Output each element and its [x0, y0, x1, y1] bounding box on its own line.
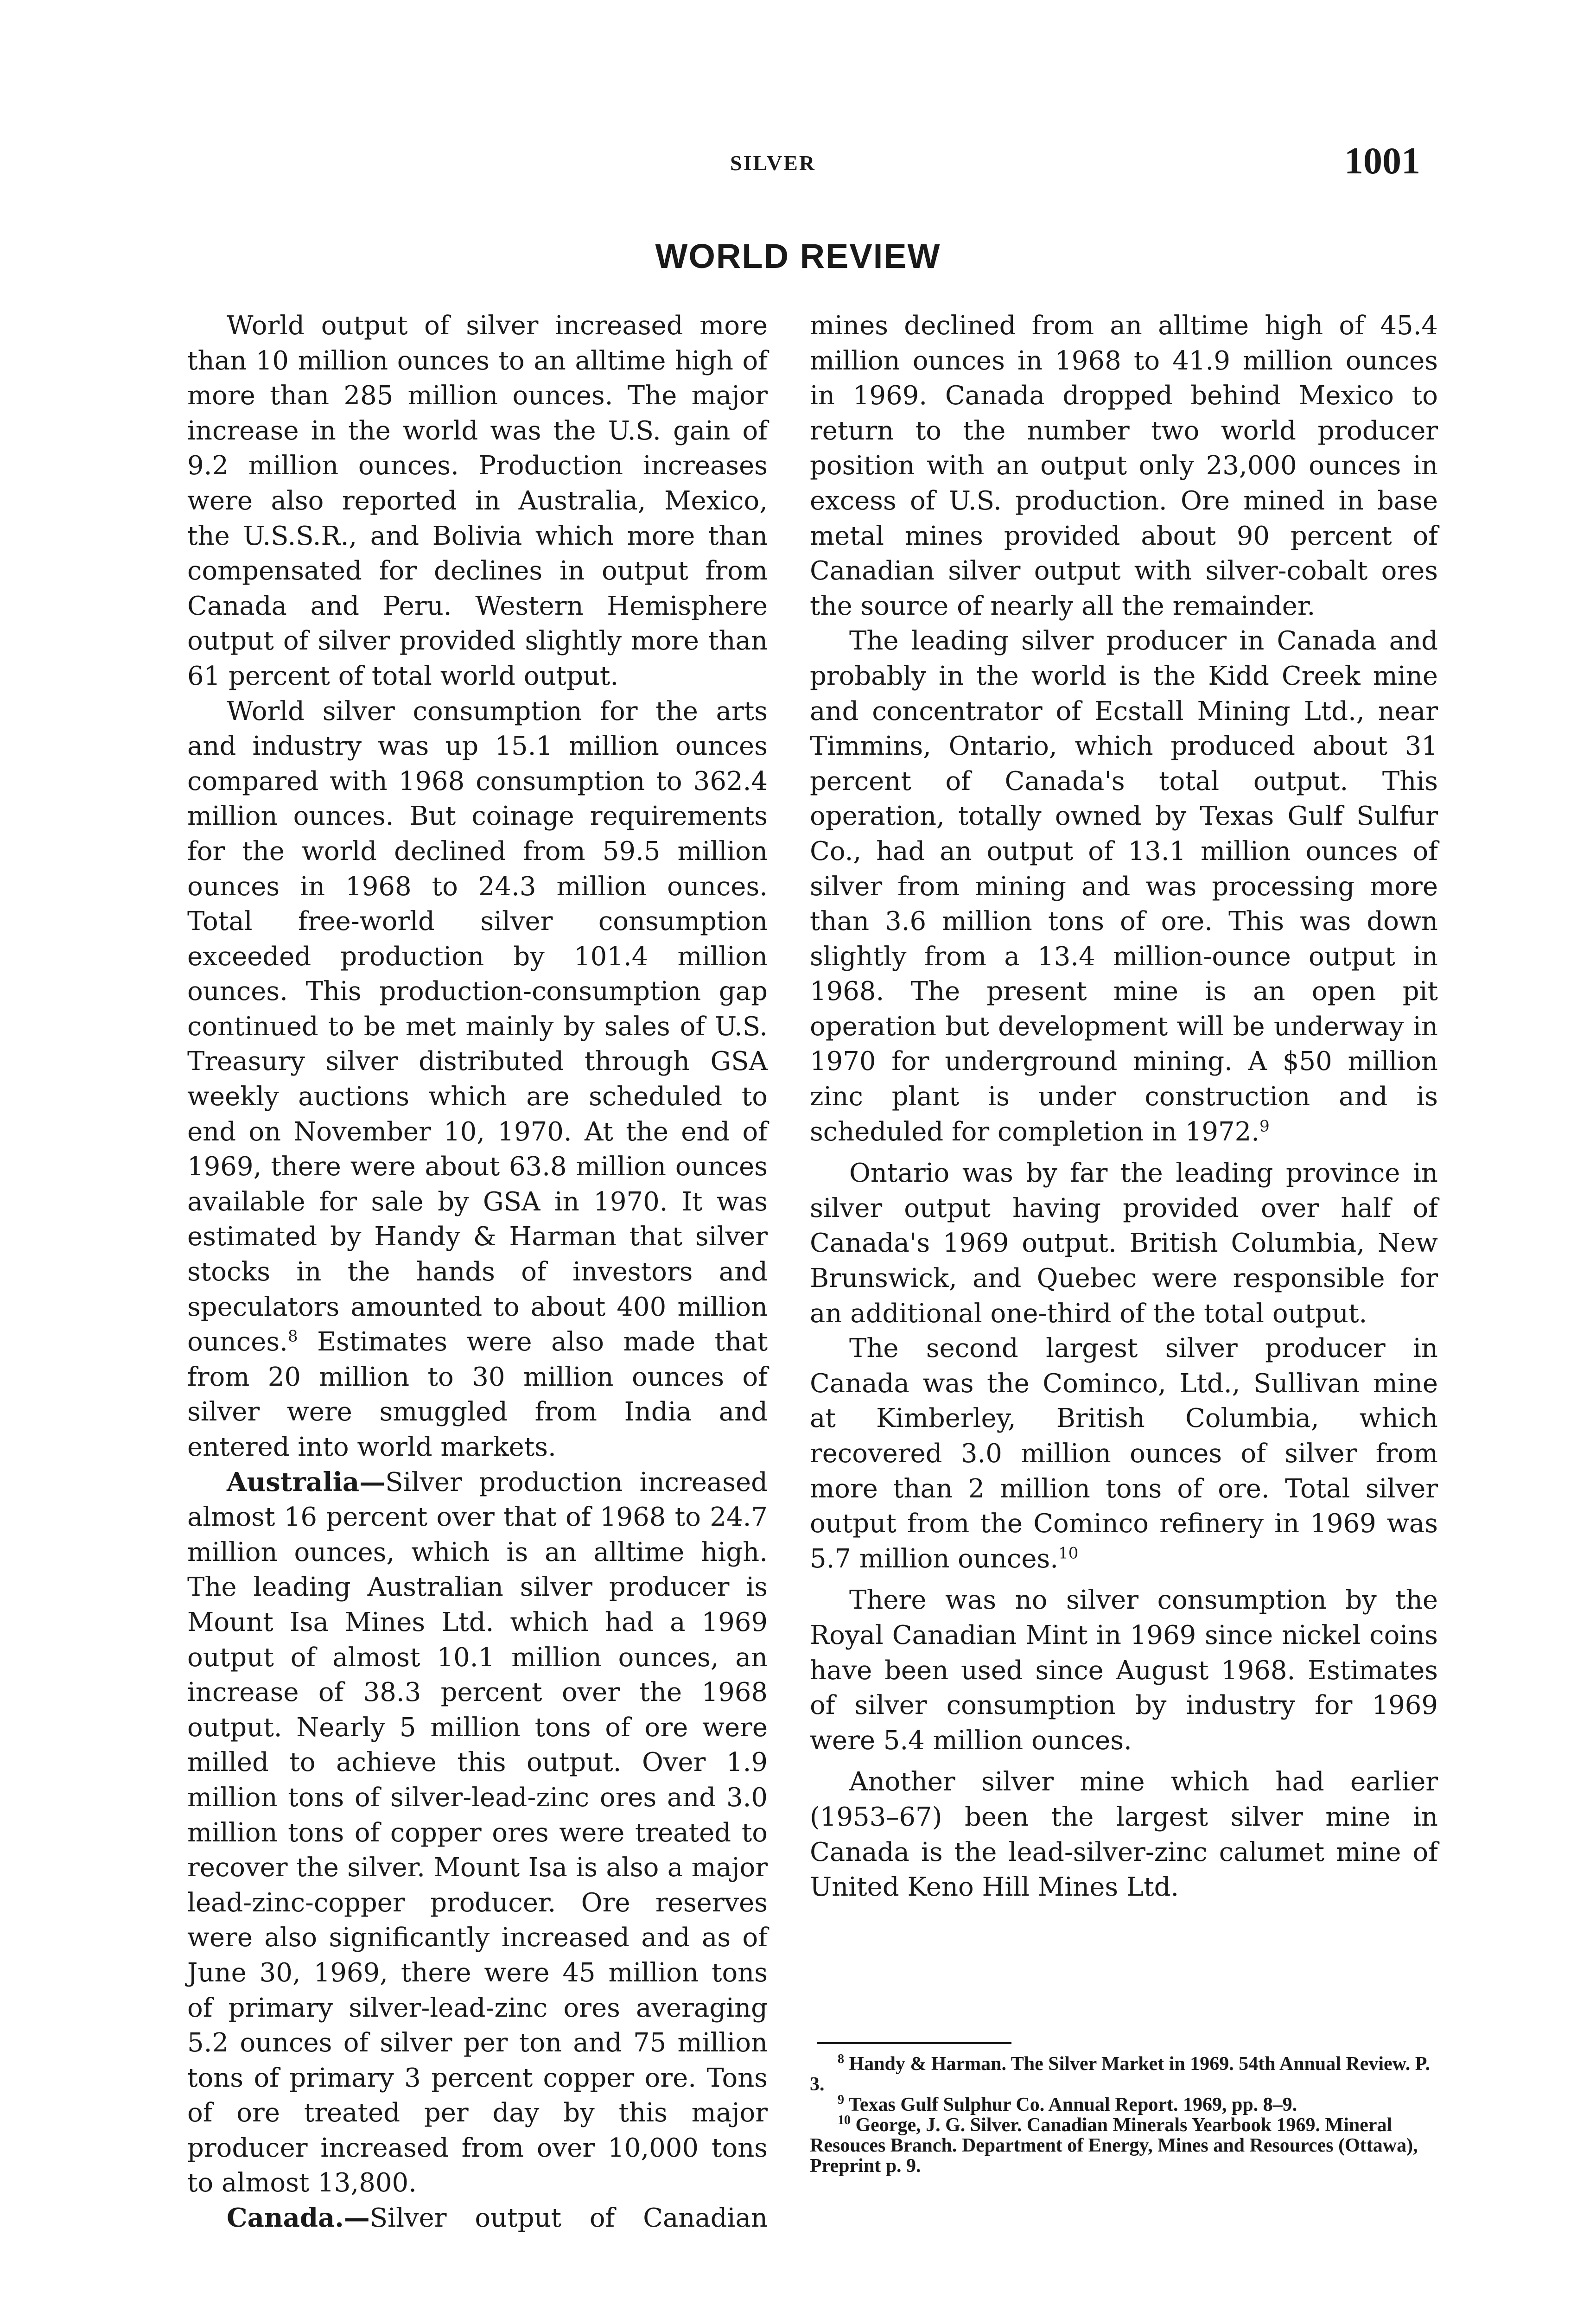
paragraph-canada-continued: mines declined from an alltime high of 45.4 million ounces in 1968 to 41.9 million ounces in 1969. Canada dropped behind Mexico to return to the number two world producer position with an output only 23,000 ounces in excess of U.S. production. Ore mined in base metal mines provided about 90 percent of Canadian silver output with silver-cobalt ores the source of nearly all the remainder.: [810, 311, 1438, 621]
footnote-mark: 9: [838, 2093, 844, 2107]
footnote-ref: 9: [1259, 1117, 1270, 1135]
sidehead-australia: Australia—: [227, 1466, 386, 1497]
footnote: [810, 2095, 1438, 2115]
paragraph-text: The second largest silver producer in Canada was the Cominco, Ltd., Sullivan mine at Kimberley, British Columbia, which recovered 3.0 million ounces of silver from more than 2 million tons of ore. Total silver output from the Cominco refinery in 1969 was 5.7 million ounces.: [810, 1333, 1438, 1574]
paragraph-world-output: World output of silver increased more than 10 million ounces to an alltime high of more than 285 million ounces. The major increase in the world was the U.S. gain of 9.2 million ounces. Production increases were also reported in Australia, Mexico, the U.S.S.R., and Bolivia which more than compensated for declines in output from Canada and Peru. Western Hemisphere output of silver provided slightly more than 61 percent of total world output.: [187, 311, 768, 691]
paragraph-cominco: [810, 1331, 1438, 1576]
footnote-ref: 10: [1058, 1544, 1079, 1563]
paragraph-text: Silver output of Canadian: [369, 2203, 768, 2234]
footnote-text: Texas Gulf Sulphur Co. Annual Report. 1969, pp. 8–9.: [848, 2094, 1297, 2115]
footnote-mark: 8: [838, 2052, 844, 2066]
paragraph-ontario: Ontario was by far the leading province in silver output having provided over half of Canada's 1969 output. British Columbia, New Brunswick, and Quebec were responsible for an additional one-third of the total output.: [810, 1158, 1438, 1329]
paragraph-text: Estimates were also made that from 20 million to 30 million ounces of silver were smuggled from India and entered into world markets.: [187, 1327, 768, 1462]
footnote-text: George, J. G. Silver. Canadian Minerals Yearbook 1969. Mineral Resouces Branch. Department of Energy, Mines and Resources (Ottawa), Preprint p. 9.: [810, 2114, 1418, 2177]
page-number: 1001: [1344, 140, 1420, 182]
footnote-rule: [817, 2042, 1011, 2044]
running-head: SILVER: [730, 151, 816, 175]
paragraph-mint: There was no silver consumption by the Royal Canadian Mint in 1969 since nickel coins have been used since August 1968. Estimates of silver consumption by industry for 1969 were 5.4 million ounces.: [810, 1585, 1438, 1756]
paragraph-keno-hill: Another silver mine which had earlier (1953–67) been the largest silver mine in Canada is the lead-silver-zinc calumet mine of United Keno Hill Mines Ltd.: [810, 1767, 1438, 1903]
paragraph-kidd-creek: [810, 624, 1438, 1149]
footnote: [810, 2054, 1438, 2095]
paragraph-canada: [187, 2201, 768, 2236]
footnotes: [810, 2054, 1438, 2176]
paragraph-text: Silver production increased almost 16 percent over that of 1968 to 24.7 million ounces, which is an alltime high. The leading Australian silver producer is Mount Isa Mines Ltd. which had a 1969 output of almost 10.1 million ounces, an increase of 38.3 percent over the 1968 output. Nearly 5 million tons of ore were milled to achieve this output. Over 1.9 million tons of silver-lead-zinc ores and 3.0 million tons of copper ores were treated to recover the silver. Mount Isa is also a major lead-zinc-copper producer. Ore reserves were also significantly increased and as of June 30, 1969, there were 45 million tons of primary silver-lead-zinc ores averaging 5.2 ounces of silver per ton and 75 million tons of primary 3 percent copper ore. Tons of ore treated per day by this major producer increased from over 10,000 tons to almost 13,800.: [187, 1467, 768, 2198]
footnote-mark: 10: [838, 2113, 851, 2127]
right-column: [810, 308, 1438, 1905]
footnote: [810, 2115, 1438, 2176]
footnote-text: Handy & Harman. The Silver Market in 1969. 54th Annual Review. P. 3.: [810, 2053, 1430, 2095]
paragraph-world-consumption: [187, 694, 768, 1465]
paragraph-text: World silver consumption for the arts and industry was up 15.1 million ounces compared with 1968 consumption to 362.4 million ounces. But coinage requirements for the world declined from 59.5 million ounces in 1968 to 24.3 million ounces. Total free-world silver consumption exceeded production by 101.4 million ounces. This production-consumption gap continued to be met mainly by sales of U.S. Treasury silver distributed through GSA weekly auctions which are scheduled to end on November 10, 1970. At the end of 1969, there were about 63.8 million ounces available for sale by GSA in 1970. It was estimated by Handy & Harman that silver stocks in the hands of investors and speculators amounted to about 400 million ounces.: [187, 696, 768, 1357]
footnote-ref: 8: [287, 1327, 298, 1346]
sidehead-canada: Canada.—: [227, 2203, 370, 2234]
paragraph-australia: [187, 1465, 768, 2201]
paragraph-text: The leading silver producer in Canada and probably in the world is the Kidd Creek mine and concentrator of Ecstall Mining Ltd., near Timmins, Ontario, which produced about 31 percent of Canada's total output. This operation, totally owned by Texas Gulf Sulfur Co., had an output of 13.1 million ounces of silver from mining and was processing more than 3.6 million tons of ore. This was down slightly from a 13.4 million-ounce output in 1968. The present mine is an open pit operation but development will be underway in 1970 for underground mining. A $50 million zinc plant is under construction and is scheduled for completion in 1972.: [810, 626, 1438, 1147]
left-column: [187, 308, 768, 2236]
section-title: WORLD REVIEW: [655, 237, 941, 275]
